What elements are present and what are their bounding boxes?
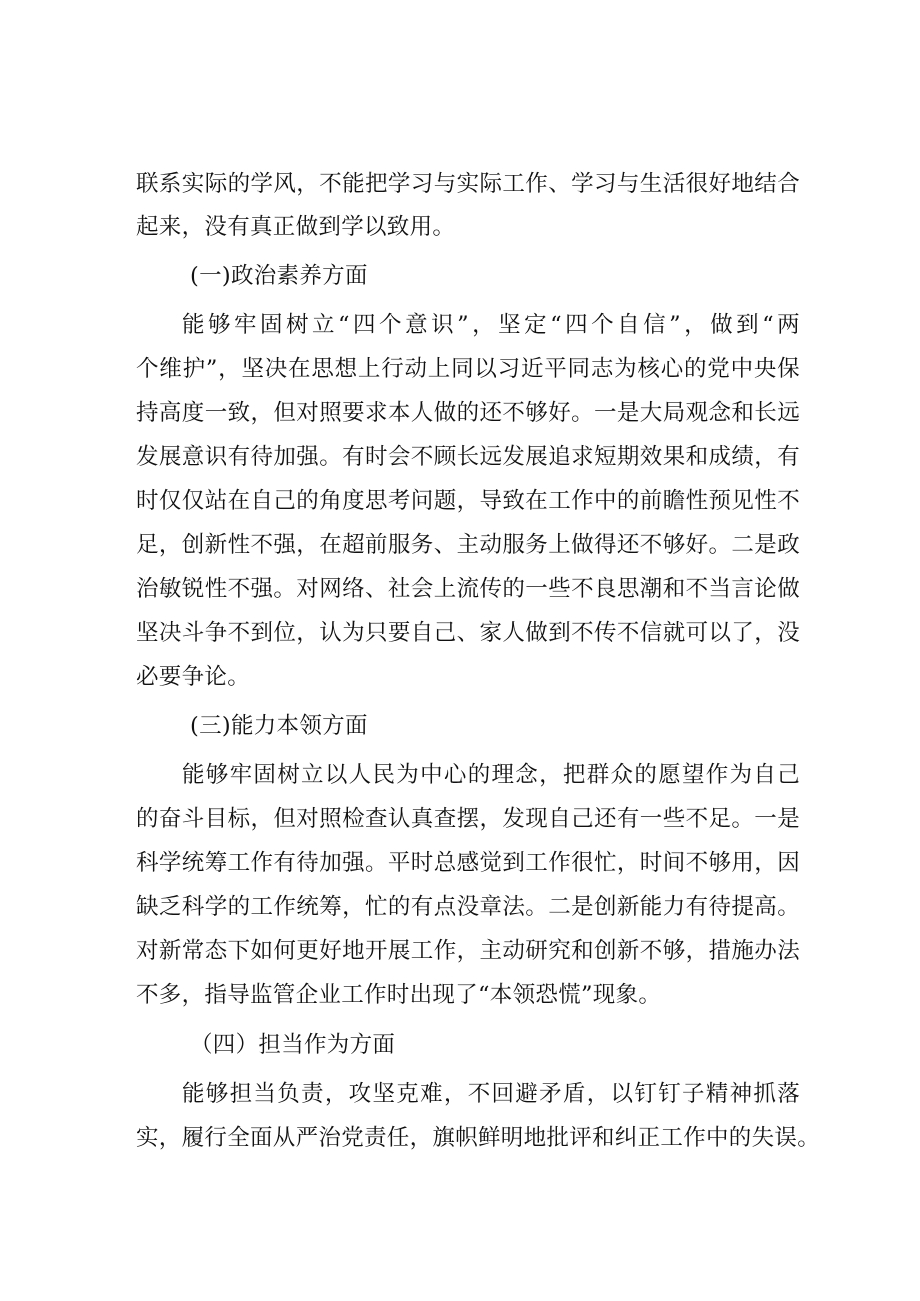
paragraph-line: 治敏锐性不强。对网络、社会上流传的一些不良思潮和不当言论做 (136, 576, 800, 602)
paragraph-line: 坚决斗争不到位，认为只要自己、家人做到不传不信就可以了，没 (136, 620, 800, 646)
paragraph-line: 实，履行全面从严治党责任，旗帜鲜明地批评和纠正工作中的失误。 (136, 1125, 821, 1151)
section-heading-ability: (三)能力本领方面 (190, 713, 368, 739)
paragraph-line: 对新常态下如何更好地开展工作，主动研究和创新不够，措施办法 (136, 938, 800, 964)
section-heading-political: (一)政治素养方面 (190, 263, 368, 289)
paragraph-line: 必要争论。 (136, 664, 251, 690)
paragraph-line: 时仅仅站在自己的角度思考问题，导致在工作中的前瞻性预见性不 (136, 488, 800, 514)
paragraph-line: 能够牢固树立以人民为中心的理念，把群众的愿望作为自己 (182, 762, 800, 788)
paragraph-line: 联系实际的学风，不能把学习与实际工作、学习与生活很好地结合 (136, 171, 800, 197)
paragraph-line: 能够牢固树立“四个意识”，坚定“四个自信”，做到“两 (182, 312, 800, 338)
paragraph-line: 起来，没有真正做到学以致用。 (136, 214, 456, 240)
section-heading-responsibility: （四）担当作为方面 (190, 1032, 396, 1058)
paragraph-line: 科学统筹工作有待加强。平时总感觉到工作很忙，时间不够用，因 (136, 850, 800, 876)
paragraph-line: 个维护”，坚决在思想上行动上同以习近平同志为核心的党中央保 (136, 356, 800, 382)
paragraph-line: 足，创新性不强，在超前服务、主动服务上做得还不够好。二是政 (136, 532, 800, 558)
paragraph-line: 能够担当负责，攻坚克难，不回避矛盾，以钉钉子精神抓落 (182, 1081, 800, 1107)
paragraph-line: 缺乏科学的工作统筹，忙的有点没章法。二是创新能力有待提高。 (136, 894, 800, 920)
paragraph-line: 发展意识有待加强。有时会不顾长远发展追求短期效果和成绩，有 (136, 444, 800, 470)
paragraph-line: 不多，指导监管企业工作时出现了“本领恐慌”现象。 (136, 982, 662, 1008)
paragraph-line: 持高度一致，但对照要求本人做的还不够好。一是大局观念和长远 (136, 400, 800, 426)
paragraph-line: 的奋斗目标，但对照检查认真查摆，发现自己还有一些不足。一是 (136, 806, 800, 832)
